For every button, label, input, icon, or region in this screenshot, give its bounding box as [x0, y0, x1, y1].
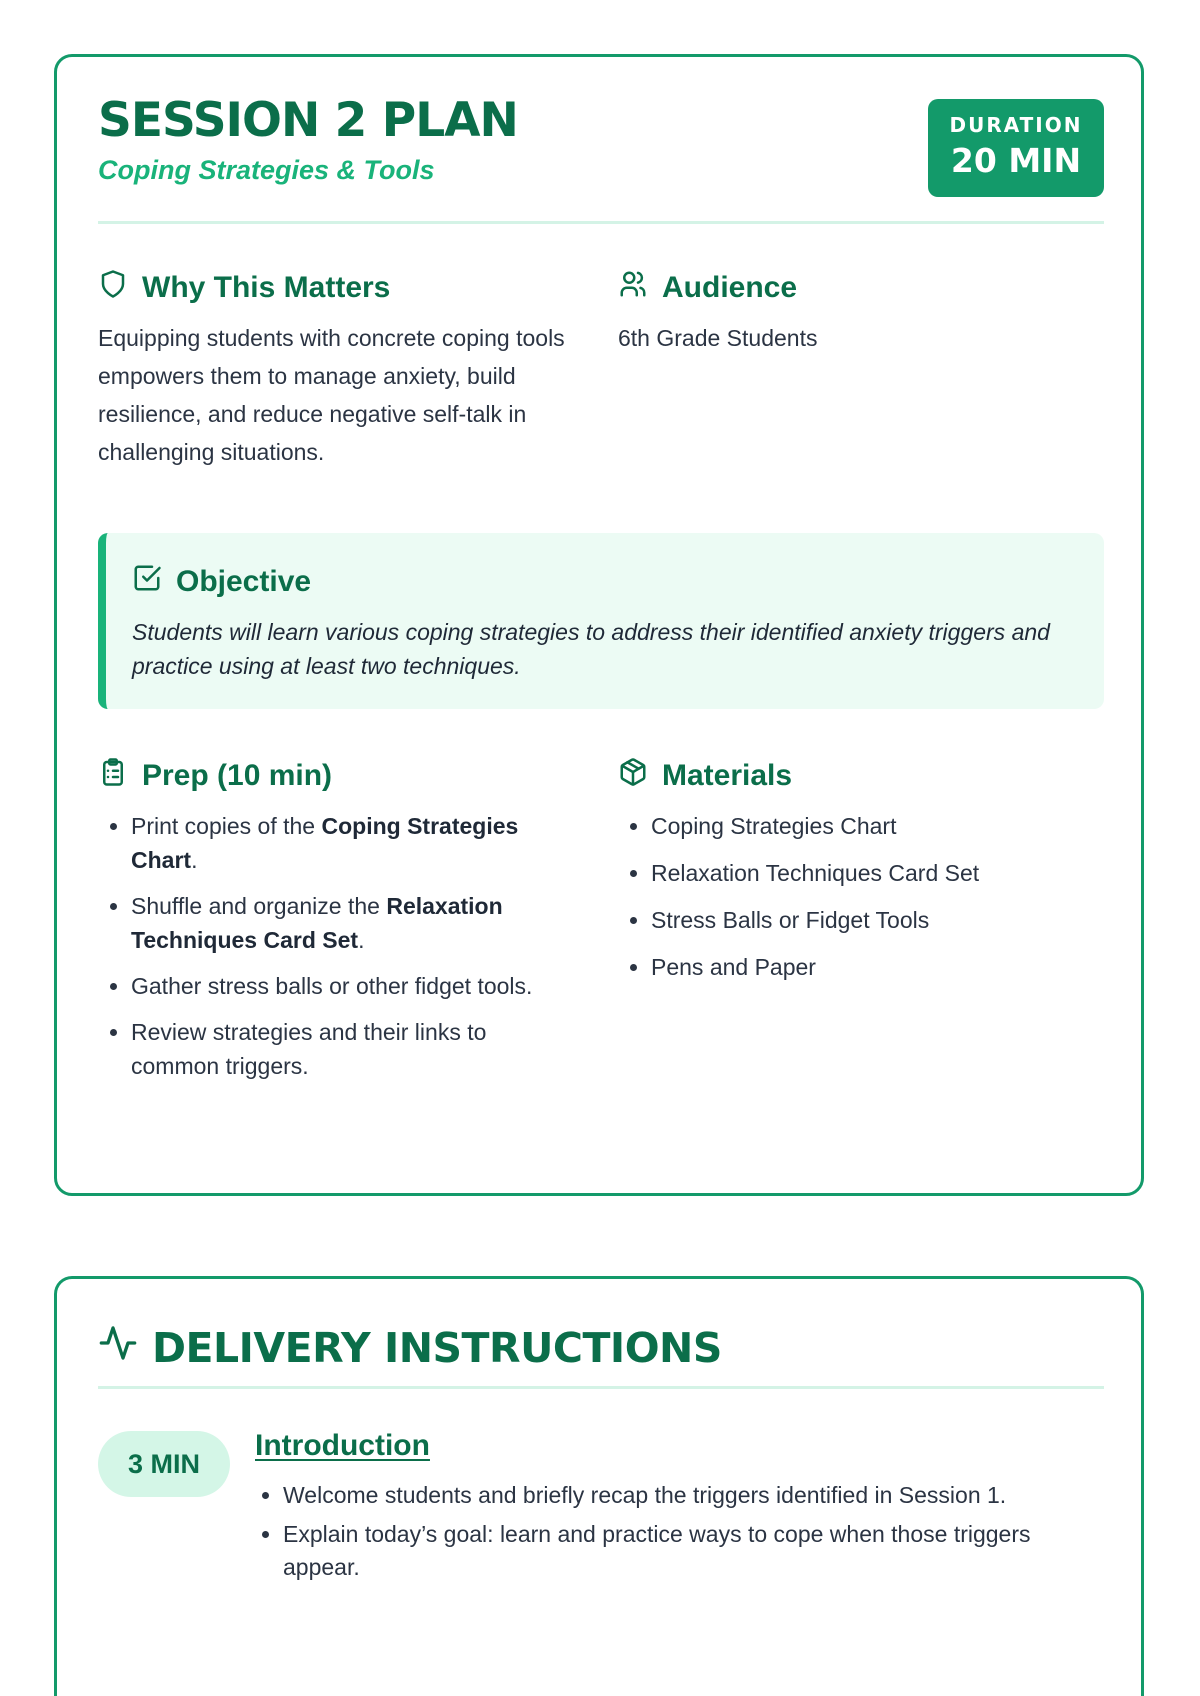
session-header — [98, 95, 1104, 186]
checkbox-icon — [132, 563, 162, 601]
package-icon — [618, 757, 648, 795]
objective-box — [98, 533, 1104, 709]
list-item: • Welcome students and briefly recap the triggers identified in Session 1. — [283, 1479, 1105, 1512]
session-plan-card — [54, 54, 1144, 1196]
why-section — [98, 269, 568, 471]
duration-badge — [928, 99, 1104, 197]
page-subtitle: Coping Strategies & Tools — [98, 154, 435, 185]
objective-text: Students will learn various coping strategies to address their identified anxiety triggers and practice using at least two techniques. — [132, 619, 1050, 679]
why-heading: Why This Matters — [98, 269, 568, 307]
step-title: Introduction — [255, 1429, 430, 1462]
list-item: • Relaxation Techniques Card Set — [651, 856, 1098, 890]
list-item: • Print copies of the Coping Strategies Chart. — [131, 809, 578, 877]
prep-section — [98, 757, 578, 1095]
why-text: Equipping students with concrete coping tools empowers them to manage anxiety, build resilience, and reduce negative self-talk in challenging situations. — [98, 325, 565, 465]
clipboard-icon — [98, 757, 128, 795]
step-list — [255, 1479, 1105, 1584]
list-item: • Gather stress balls or other fidget tools. — [131, 969, 578, 1003]
list-item: • Shuffle and organize the Relaxation Techniques Card Set. — [131, 889, 578, 957]
delivery-divider — [98, 1386, 1104, 1389]
list-item: • Stress Balls or Fidget Tools — [651, 903, 1098, 937]
materials-list — [618, 809, 1098, 984]
duration-label: DURATION — [949, 113, 1083, 137]
audience-section — [618, 269, 1098, 357]
shield-icon — [98, 269, 128, 307]
list-item: • Pens and Paper — [651, 950, 1098, 984]
users-icon — [618, 269, 648, 307]
materials-heading: Materials — [618, 757, 1098, 795]
delivery-card — [54, 1276, 1144, 1696]
delivery-step — [255, 1429, 1105, 1590]
audience-text: 6th Grade Students — [618, 325, 818, 351]
prep-heading: Prep (10 min) — [98, 757, 578, 795]
list-item: • Coping Strategies Chart — [651, 809, 1098, 843]
header-divider — [98, 221, 1104, 224]
objective-heading: Objective — [132, 563, 1074, 601]
prep-list — [98, 809, 578, 1083]
page-title: SESSION 2 PLAN — [98, 93, 518, 148]
list-item: • Explain today’s goal: learn and practice ways to cope when those triggers appear. — [283, 1518, 1105, 1584]
step-time-badge: 3 MIN — [98, 1431, 230, 1497]
audience-heading: Audience — [618, 269, 1098, 307]
delivery-heading: DELIVERY INSTRUCTIONS — [98, 1323, 722, 1373]
activity-icon — [98, 1323, 138, 1373]
duration-value: 20 MIN — [950, 141, 1082, 180]
materials-section — [618, 757, 1098, 997]
list-item: • Review strategies and their links to common triggers. — [131, 1015, 578, 1083]
